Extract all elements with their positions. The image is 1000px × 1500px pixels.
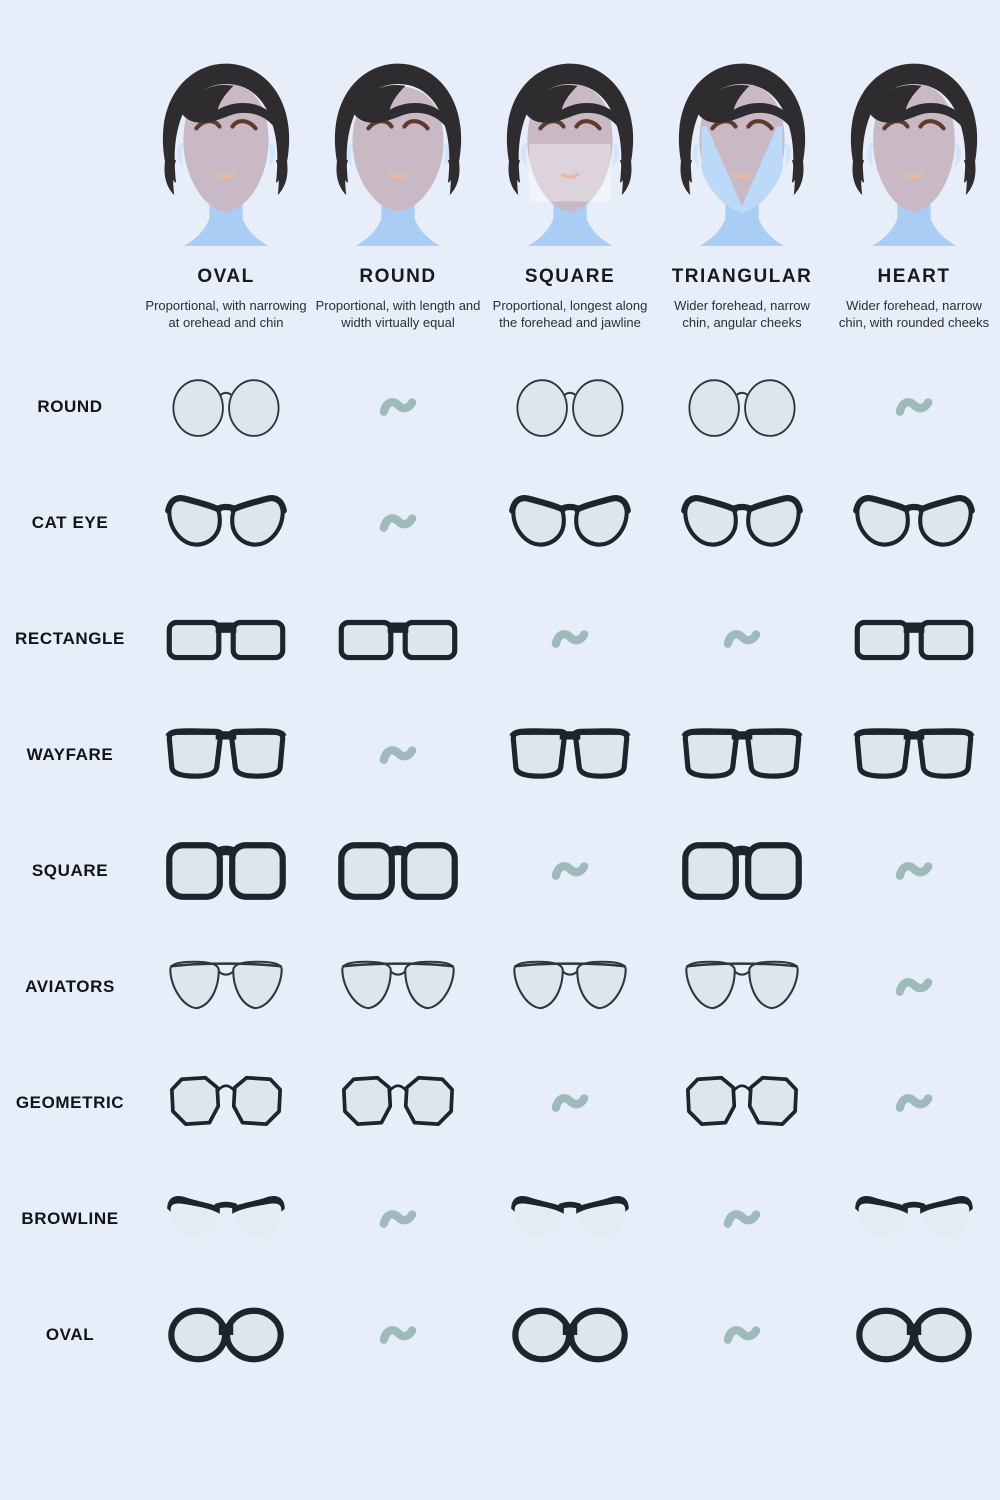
browline-glasses-icon bbox=[852, 1186, 976, 1252]
cell-browline-triangular-no-match bbox=[656, 1206, 828, 1233]
cell-wayfare-round-no-match bbox=[312, 742, 484, 769]
oval-glasses-icon bbox=[852, 1302, 976, 1368]
aviators-glasses-icon bbox=[164, 954, 288, 1020]
cell-square-oval-match bbox=[140, 838, 312, 904]
aviators-glasses-icon bbox=[336, 954, 460, 1020]
browline-glasses-icon bbox=[508, 1186, 632, 1252]
rectangle-glasses-icon bbox=[852, 606, 976, 672]
triangular-face-illustration bbox=[668, 56, 816, 260]
cell-round-heart-no-match bbox=[828, 394, 1000, 421]
square-glasses-icon bbox=[680, 838, 804, 904]
cat-eye-glasses-icon bbox=[508, 490, 632, 556]
squiggle-icon bbox=[378, 742, 418, 769]
cell-square-heart-no-match bbox=[828, 858, 1000, 885]
frame-row-aviators bbox=[0, 929, 1000, 1045]
cell-rectangle-square-no-match bbox=[484, 626, 656, 653]
frame-row-wayfare bbox=[0, 697, 1000, 813]
squiggle-icon bbox=[894, 1090, 934, 1117]
squiggle-icon bbox=[378, 1322, 418, 1349]
cell-aviators-triangular-match bbox=[656, 954, 828, 1020]
cell-oval-oval-match bbox=[140, 1302, 312, 1368]
square-glasses-icon bbox=[336, 838, 460, 904]
face-shape-name: HEART bbox=[877, 266, 951, 287]
cat-eye-glasses-icon bbox=[852, 490, 976, 556]
rectangle-glasses-icon bbox=[164, 606, 288, 672]
cell-geometric-round-match bbox=[312, 1070, 484, 1136]
cell-cat-eye-round-no-match bbox=[312, 510, 484, 537]
frame-row-browline bbox=[0, 1161, 1000, 1277]
cell-square-square-no-match bbox=[484, 858, 656, 885]
frame-row-label: CAT EYE bbox=[31, 513, 109, 533]
face-column-heart bbox=[828, 56, 1000, 331]
cell-geometric-oval-match bbox=[140, 1070, 312, 1136]
face-shape-name: ROUND bbox=[359, 266, 437, 287]
cell-round-oval-match bbox=[140, 374, 312, 440]
frame-row-label: WAYFARE bbox=[26, 745, 114, 765]
heart-face-illustration bbox=[840, 56, 988, 260]
face-column-oval bbox=[140, 56, 312, 331]
face-column-square bbox=[484, 56, 656, 331]
cell-wayfare-heart-match bbox=[828, 722, 1000, 788]
cell-square-round-match bbox=[312, 838, 484, 904]
cell-aviators-oval-match bbox=[140, 954, 312, 1020]
oval-glasses-icon bbox=[508, 1302, 632, 1368]
cell-aviators-round-match bbox=[312, 954, 484, 1020]
frame-row-cat-eye bbox=[0, 465, 1000, 581]
squiggle-icon bbox=[894, 974, 934, 1001]
cell-wayfare-oval-match bbox=[140, 722, 312, 788]
cell-browline-oval-match bbox=[140, 1186, 312, 1252]
oval-glasses-icon bbox=[164, 1302, 288, 1368]
geometric-glasses-icon bbox=[680, 1070, 804, 1136]
face-shape-description: Proportional, with narrowing at orehead and chin bbox=[145, 298, 307, 331]
frame-row-label: OVAL bbox=[45, 1325, 95, 1345]
round-glasses-icon bbox=[164, 374, 288, 440]
cell-cat-eye-square-match bbox=[484, 490, 656, 556]
squiggle-icon bbox=[894, 394, 934, 421]
squiggle-icon bbox=[550, 1090, 590, 1117]
cell-wayfare-triangular-match bbox=[656, 722, 828, 788]
oval-face-illustration bbox=[152, 56, 300, 260]
square-face-illustration bbox=[496, 56, 644, 260]
round-glasses-icon bbox=[508, 374, 632, 440]
frame-row-square bbox=[0, 813, 1000, 929]
squiggle-icon bbox=[722, 626, 762, 653]
face-shape-name: TRIANGULAR bbox=[671, 266, 813, 287]
frame-row-round bbox=[0, 349, 1000, 465]
cell-aviators-heart-no-match bbox=[828, 974, 1000, 1001]
compatibility-grid bbox=[0, 349, 1000, 1393]
frame-row-label: BROWLINE bbox=[21, 1209, 119, 1229]
wayfare-glasses-icon bbox=[508, 722, 632, 788]
squiggle-icon bbox=[378, 1206, 418, 1233]
wayfare-glasses-icon bbox=[680, 722, 804, 788]
cell-round-triangular-match bbox=[656, 374, 828, 440]
wayfare-glasses-icon bbox=[852, 722, 976, 788]
cell-aviators-square-match bbox=[484, 954, 656, 1020]
face-shape-description: Proportional, with length and width virtually equal bbox=[315, 298, 481, 331]
squiggle-icon bbox=[722, 1322, 762, 1349]
cell-geometric-triangular-match bbox=[656, 1070, 828, 1136]
cell-cat-eye-triangular-match bbox=[656, 490, 828, 556]
cell-rectangle-oval-match bbox=[140, 606, 312, 672]
cat-eye-glasses-icon bbox=[164, 490, 288, 556]
cell-wayfare-square-match bbox=[484, 722, 656, 788]
face-shape-description: Wider forehead, narrow chin, angular cheeks bbox=[674, 298, 810, 331]
rectangle-glasses-icon bbox=[336, 606, 460, 672]
face-column-round bbox=[312, 56, 484, 331]
aviators-glasses-icon bbox=[680, 954, 804, 1020]
header-spacer bbox=[0, 56, 140, 331]
cell-cat-eye-heart-match bbox=[828, 490, 1000, 556]
square-glasses-icon bbox=[164, 838, 288, 904]
cell-geometric-heart-no-match bbox=[828, 1090, 1000, 1117]
aviators-glasses-icon bbox=[508, 954, 632, 1020]
frame-row-label: SQUARE bbox=[31, 861, 109, 881]
cell-square-triangular-match bbox=[656, 838, 828, 904]
cell-rectangle-heart-match bbox=[828, 606, 1000, 672]
face-shape-name: OVAL bbox=[197, 266, 255, 287]
cell-oval-heart-match bbox=[828, 1302, 1000, 1368]
cell-geometric-square-no-match bbox=[484, 1090, 656, 1117]
cell-round-square-match bbox=[484, 374, 656, 440]
cell-browline-square-match bbox=[484, 1186, 656, 1252]
frame-row-geometric bbox=[0, 1045, 1000, 1161]
wayfare-glasses-icon bbox=[164, 722, 288, 788]
squiggle-icon bbox=[722, 1206, 762, 1233]
cell-browline-heart-match bbox=[828, 1186, 1000, 1252]
browline-glasses-icon bbox=[164, 1186, 288, 1252]
squiggle-icon bbox=[378, 510, 418, 537]
cell-round-round-no-match bbox=[312, 394, 484, 421]
frame-row-label: ROUND bbox=[37, 397, 103, 417]
cell-oval-round-no-match bbox=[312, 1322, 484, 1349]
round-glasses-icon bbox=[680, 374, 804, 440]
cell-rectangle-round-match bbox=[312, 606, 484, 672]
squiggle-icon bbox=[894, 858, 934, 885]
frame-row-label: AVIATORS bbox=[25, 977, 115, 997]
face-column-triangular bbox=[656, 56, 828, 331]
face-shapes-header bbox=[0, 0, 1000, 331]
cell-cat-eye-oval-match bbox=[140, 490, 312, 556]
face-shape-name: SQUARE bbox=[524, 266, 616, 287]
round-face-illustration bbox=[324, 56, 472, 260]
frame-row-rectangle bbox=[0, 581, 1000, 697]
squiggle-icon bbox=[378, 394, 418, 421]
face-shape-description: Wider forehead, narrow chin, with rounded cheeks bbox=[838, 298, 990, 331]
cell-oval-square-match bbox=[484, 1302, 656, 1368]
cat-eye-glasses-icon bbox=[680, 490, 804, 556]
frame-row-oval bbox=[0, 1277, 1000, 1393]
cell-rectangle-triangular-no-match bbox=[656, 626, 828, 653]
cell-oval-triangular-no-match bbox=[656, 1322, 828, 1349]
squiggle-icon bbox=[550, 626, 590, 653]
frame-row-label: GEOMETRIC bbox=[15, 1093, 125, 1113]
face-shape-description: Proportional, longest along the forehead and jawline bbox=[492, 298, 648, 331]
frame-row-label: RECTANGLE bbox=[15, 629, 125, 649]
cell-browline-round-no-match bbox=[312, 1206, 484, 1233]
geometric-glasses-icon bbox=[164, 1070, 288, 1136]
squiggle-icon bbox=[550, 858, 590, 885]
geometric-glasses-icon bbox=[336, 1070, 460, 1136]
